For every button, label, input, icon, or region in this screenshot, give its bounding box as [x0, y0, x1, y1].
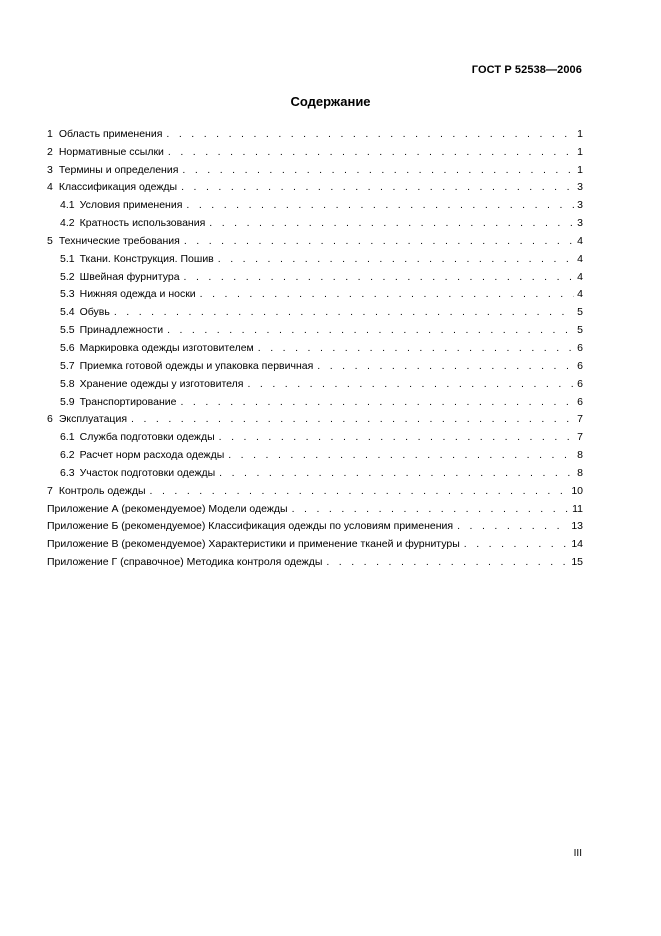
toc-entry-text: Термины и определения [58, 163, 179, 176]
toc-entry-text: Обувь [79, 306, 110, 319]
dot-leader [292, 503, 570, 515]
toc-entry-text: Приложение В (рекомендуемое) Характеристики и применение тканей и фурнитуры [47, 538, 460, 551]
toc-entry-page: 6 [577, 359, 583, 372]
toc-entry-text: Нижняя одежда и носки [79, 288, 196, 301]
toc-entry-number: 5 [47, 234, 53, 247]
dot-leader [184, 271, 575, 283]
toc-entry-number: 5.3 [60, 288, 75, 301]
dot-leader [167, 324, 574, 336]
toc-entry-page: 14 [571, 538, 583, 551]
toc-entry-number: 5.4 [60, 306, 75, 319]
toc-entry-text: Нормативные ссылки [58, 145, 164, 158]
toc-entry-number: 5.5 [60, 324, 75, 337]
toc-entry-text: Служба подготовки одежды [79, 431, 215, 444]
toc-entry-page: 6 [577, 341, 583, 354]
toc-entry-appendix-a[interactable] [47, 497, 583, 515]
toc-entry-5-7[interactable] [47, 354, 583, 372]
toc-entry-appendix-g[interactable] [47, 550, 583, 568]
toc-entry-appendix-b[interactable] [47, 515, 583, 533]
dot-leader [218, 253, 574, 265]
dot-leader [258, 342, 574, 354]
toc-entry-text: Приложение А (рекомендуемое) Модели одежды [47, 502, 288, 515]
toc-entry-number: 5.6 [60, 341, 75, 354]
toc-entry-number: 5.9 [60, 395, 75, 408]
dot-leader [180, 396, 574, 408]
toc-entry-5-3[interactable] [47, 283, 583, 301]
toc-entry-page: 7 [577, 413, 583, 426]
dot-leader [228, 449, 574, 461]
dot-leader [166, 128, 574, 140]
toc-entry-number: 3 [47, 163, 53, 176]
toc-entry-text: Контроль одежды [58, 484, 146, 497]
dot-leader [219, 467, 574, 479]
toc-entry-number: 6 [47, 413, 53, 426]
toc-entry-page: 5 [577, 324, 583, 337]
toc-entry-6-1[interactable] [47, 425, 583, 443]
toc-entry-text: Условия применения [79, 199, 183, 212]
toc-entry-text: Приложение Г (справочное) Методика контроля одежды [47, 556, 323, 569]
toc-entry-number: 5.2 [60, 270, 75, 283]
toc-entry-number: 4 [47, 181, 53, 194]
table-of-contents [47, 122, 583, 568]
toc-entry-page: 8 [577, 466, 583, 479]
toc-entry-appendix-v[interactable] [47, 532, 583, 550]
dot-leader [200, 288, 574, 300]
dot-leader [219, 431, 575, 443]
toc-entry-page: 4 [577, 288, 583, 301]
toc-entry-text: Классификация одежды [58, 181, 178, 194]
toc-entry-number: 4.2 [60, 217, 75, 230]
toc-entry-text: Технические требования [58, 234, 180, 247]
toc-entry-page: 4 [577, 252, 583, 265]
toc-entry-page: 11 [572, 502, 583, 515]
toc-entry-text: Принадлежности [79, 324, 164, 337]
dot-leader [182, 164, 574, 176]
toc-entry-6-2[interactable] [47, 443, 583, 461]
toc-entry-4-2[interactable] [47, 211, 583, 229]
toc-entry-number: 5.8 [60, 377, 75, 390]
dot-leader [186, 199, 574, 211]
toc-entry-5-6[interactable] [47, 336, 583, 354]
toc-entry-text: Транспортирование [79, 395, 177, 408]
toc-entry-number: 5.1 [60, 252, 75, 265]
page-number: III [573, 848, 582, 859]
toc-entry-2[interactable] [47, 140, 583, 158]
toc-entry-4-1[interactable] [47, 193, 583, 211]
toc-entry-page: 5 [577, 306, 583, 319]
dot-leader [326, 556, 568, 568]
toc-entry-number: 7 [47, 484, 53, 497]
toc-entry-number: 1 [47, 127, 53, 140]
toc-entry-page: 10 [571, 484, 583, 497]
toc-entry-5-8[interactable] [47, 372, 583, 390]
dot-leader [184, 235, 574, 247]
toc-entry-5-4[interactable] [47, 300, 583, 318]
toc-entry-page: 1 [577, 127, 583, 140]
dot-leader [317, 360, 574, 372]
toc-entry-5[interactable] [47, 229, 583, 247]
toc-entry-text: Область применения [58, 127, 163, 140]
dot-leader [131, 413, 574, 425]
dot-leader [209, 217, 574, 229]
toc-entry-number: 5.7 [60, 359, 75, 372]
toc-entry-7[interactable] [47, 479, 583, 497]
standard-id: ГОСТ Р 52538—2006 [471, 64, 582, 76]
toc-entry-6[interactable] [47, 408, 583, 426]
toc-entry-page: 4 [577, 270, 583, 283]
dot-leader [247, 378, 574, 390]
toc-entry-text: Кратность использования [79, 217, 206, 230]
toc-entry-page: 1 [577, 163, 583, 176]
toc-entry-number: 6.2 [60, 449, 75, 462]
toc-entry-text: Эксплуатация [58, 413, 128, 426]
toc-entry-5-9[interactable] [47, 390, 583, 408]
dot-leader [181, 181, 574, 193]
toc-entry-text: Маркировка одежды изготовителем [79, 341, 254, 354]
toc-entry-page: 3 [577, 217, 583, 230]
toc-entry-4[interactable] [47, 176, 583, 194]
dot-leader [150, 485, 569, 497]
toc-entry-page: 4 [577, 234, 583, 247]
toc-entry-page: 15 [571, 556, 583, 569]
toc-entry-5-2[interactable] [47, 265, 583, 283]
toc-entry-page: 6 [577, 395, 583, 408]
toc-entry-number: 6.3 [60, 466, 75, 479]
toc-entry-number: 4.1 [60, 199, 75, 212]
toc-entry-6-3[interactable] [47, 461, 583, 479]
toc-entry-page: 1 [577, 145, 583, 158]
toc-entry-3[interactable] [47, 158, 583, 176]
toc-entry-number: 2 [47, 145, 53, 158]
toc-entry-text: Расчет норм расхода одежды [79, 449, 225, 462]
toc-entry-page: 7 [577, 431, 583, 444]
dot-leader [464, 538, 569, 550]
dot-leader [168, 146, 574, 158]
toc-entry-text: Приложение Б (рекомендуемое) Классификация одежды по условиям применения [47, 520, 454, 533]
toc-entry-text: Приемка готовой одежды и упаковка первичная [79, 359, 314, 372]
toc-entry-text: Участок подготовки одежды [79, 466, 216, 479]
toc-entry-text: Швейная фурнитура [79, 270, 180, 283]
toc-entry-text: Ткани. Конструкция. Пошив [79, 252, 214, 265]
toc-entry-page: 3 [577, 181, 583, 194]
dot-leader [457, 520, 568, 532]
toc-entry-1[interactable] [47, 122, 583, 140]
toc-entry-5-1[interactable] [47, 247, 583, 265]
toc-entry-page: 13 [571, 520, 583, 533]
toc-entry-number: 6.1 [60, 431, 75, 444]
dot-leader [114, 306, 574, 318]
toc-entry-page: 6 [577, 377, 583, 390]
toc-entry-5-5[interactable] [47, 318, 583, 336]
toc-entry-page: 8 [577, 449, 583, 462]
toc-entry-text: Хранение одежды у изготовителя [79, 377, 244, 390]
toc-entry-page: 3 [577, 199, 583, 212]
toc-title: Содержание [290, 94, 371, 109]
